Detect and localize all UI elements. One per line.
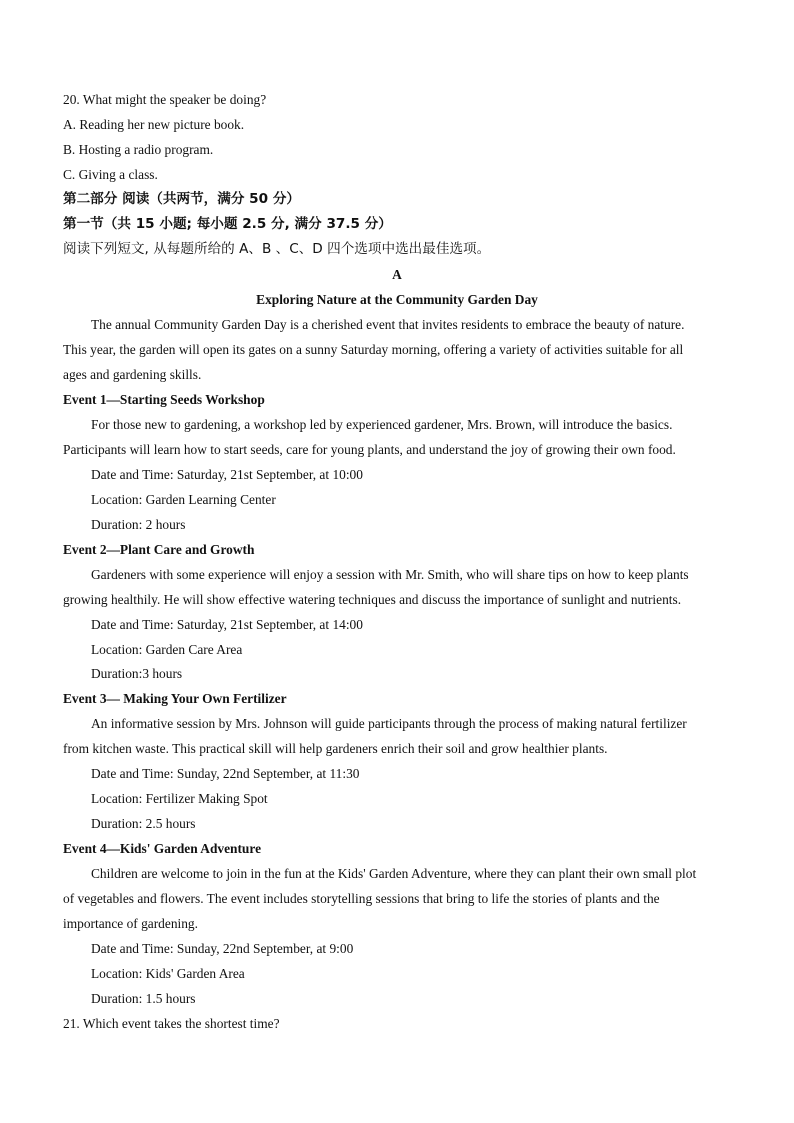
event-2-duration: Duration:3 hours: [91, 666, 183, 681]
event-1-duration: Duration: 2 hours: [91, 517, 186, 532]
intro-line: The annual Community Garden Day is a cherished event that invites residents to embrace the beauty of nature.: [91, 317, 685, 332]
event-4-duration: Duration: 1.5 hours: [91, 991, 196, 1006]
question-20-stem: 20. What might the speaker be doing?: [63, 92, 267, 107]
subsection-title: 第一节（共 15 小题; 每小题 2.5 分, 满分 37.5 分）: [63, 216, 392, 232]
event-4-body-line: importance of gardening.: [63, 916, 198, 931]
question-20-option-c: C. Giving a class.: [63, 167, 158, 182]
question-20-option-a: A. Reading her new picture book.: [63, 117, 245, 132]
event-1-heading: Event 1—Starting Seeds Workshop: [63, 392, 265, 407]
question-20-option-b: B. Hosting a radio program.: [63, 142, 214, 157]
event-2-location: Location: Garden Care Area: [91, 642, 243, 657]
event-3-location: Location: Fertilizer Making Spot: [91, 791, 268, 806]
event-2-heading: Event 2—Plant Care and Growth: [63, 542, 255, 557]
event-1-location: Location: Garden Learning Center: [91, 492, 276, 507]
intro-line: ages and gardening skills.: [63, 367, 202, 382]
event-4-body-line: Children are welcome to join in the fun at the Kids' Garden Adventure, where they can plant their own small plot: [91, 866, 697, 881]
event-1-date: Date and Time: Saturday, 21st September, at 10:00: [91, 467, 363, 482]
event-2-date: Date and Time: Saturday, 21st September, at 14:00: [91, 617, 363, 632]
question-21-stem: 21. Which event takes the shortest time?: [63, 1016, 280, 1031]
event-3-heading: Event 3— Making Your Own Fertilizer: [63, 691, 287, 706]
reading-instruction: 阅读下列短文, 从每题所给的 A、B 、C、D 四个选项中选出最佳选项。: [63, 241, 491, 257]
passage-label: A: [392, 267, 402, 282]
event-2-body-line: Gardeners with some experience will enjoy a session with Mr. Smith, who will share tips on how to keep plants: [91, 567, 689, 582]
passage-title: Exploring Nature at the Community Garden Day: [256, 292, 538, 307]
event-3-body-line: from kitchen waste. This practical skill will help gardeners enrich their soil and grow healthier plants.: [63, 741, 608, 756]
event-4-body-line: of vegetables and flowers. The event includes storytelling sessions that bring to life the stories of plants and the: [63, 891, 660, 906]
event-3-duration: Duration: 2.5 hours: [91, 816, 196, 831]
part-title: 第二部分 阅读（共两节，满分 50 分）: [63, 191, 301, 207]
event-1-body-line: Participants will learn how to start seeds, care for young plants, and understand the joy of growing their own food.: [63, 442, 676, 457]
event-4-heading: Event 4—Kids' Garden Adventure: [63, 841, 262, 856]
event-3-date: Date and Time: Sunday, 22nd September, at 11:30: [91, 766, 360, 781]
event-2-body-line: growing healthily. He will show effective watering techniques and discuss the importance of sunlight and nutrients.: [63, 592, 682, 607]
event-4-location: Location: Kids' Garden Area: [91, 966, 245, 981]
event-4-date: Date and Time: Sunday, 22nd September, at 9:00: [91, 941, 354, 956]
intro-line: This year, the garden will open its gates on a sunny Saturday morning, offering a variety of activities suitable for all: [63, 342, 684, 357]
event-3-body-line: An informative session by Mrs. Johnson will guide participants through the process of making natural fertilizer: [91, 716, 687, 731]
event-1-body-line: For those new to gardening, a workshop led by experienced gardener, Mrs. Brown, will introduce the basics.: [91, 417, 673, 432]
